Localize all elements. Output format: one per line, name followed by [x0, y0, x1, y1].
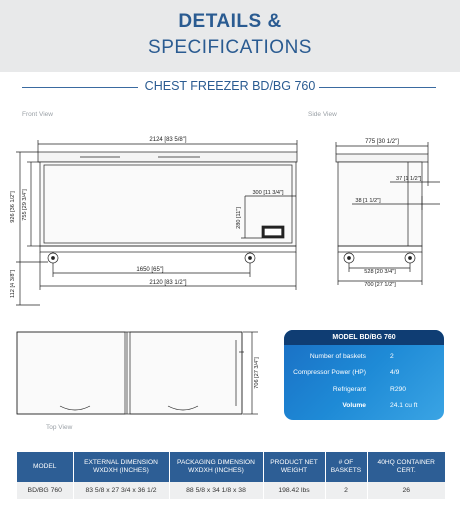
dim-handle-width: 300 [11 3/4"]	[252, 190, 284, 196]
dim-overall-height: 926 [36 1/2"]	[10, 191, 16, 223]
page-title: DETAILS &	[178, 11, 282, 32]
front-view-label: Front View	[22, 111, 53, 118]
dim-caster-width: 528 [20 3/4"]	[364, 269, 396, 275]
col-container-cert: 40HQ CONTAINER CERT.	[367, 452, 445, 482]
dim-base-depth: 700 [27 1/2"]	[364, 282, 396, 288]
dim-base-width: 2120 [83 1/2"]	[149, 280, 187, 286]
dim-handle-height: 280 [11"]	[236, 207, 242, 229]
dim-overall-width: 2124 [83 5/8"]	[149, 137, 187, 143]
dim-leg-height: 112 [4 3/8"]	[10, 269, 16, 299]
cell-external-dimension: 83 5/8 x 27 3/4 x 36 1/2	[73, 482, 169, 499]
spec-row-refrigerant: Refrigerant R290	[332, 386, 406, 393]
dim-lid-offset: 37 [1 1/2"]	[396, 176, 422, 182]
cell-baskets: 2	[325, 482, 367, 499]
cell-net-weight: 198.42 lbs	[263, 482, 325, 499]
dim-inner-width: 1650 [65"]	[136, 267, 164, 273]
dim-body-height: 755 [29 3/4"]	[22, 189, 28, 221]
dim-depth: 775 [30 1/2"]	[365, 139, 399, 145]
page-title-line2: SPECIFICATIONS	[148, 37, 312, 58]
table-row	[17, 482, 445, 499]
col-net-weight: PRODUCT NET WEIGHT	[263, 452, 325, 482]
model-spec-card	[284, 330, 444, 420]
side-view-drawing	[336, 142, 440, 285]
spec-row-baskets: Number of baskets 2	[309, 353, 394, 360]
product-subtitle: CHEST FREEZER BD/BG 760	[0, 79, 460, 93]
model-card-title: MODEL BD/BG 760	[284, 330, 444, 345]
cell-container-cert: 26	[367, 482, 445, 499]
spec-row-compressor: Compressor Power (HP) 4/9	[293, 369, 400, 376]
dim-top-depth: 706 [27 3/4"]	[254, 357, 260, 389]
top-view-drawing	[17, 332, 258, 414]
top-view-label: Top View	[46, 424, 73, 431]
table-header-row	[17, 452, 445, 482]
side-view-label: Side View	[308, 111, 337, 118]
col-baskets: # OF BASKETS	[325, 452, 367, 482]
dim-panel-offset: 38 [1 1/2"]	[355, 198, 381, 204]
specifications-table	[17, 452, 445, 499]
cell-model: BD/BG 760	[17, 482, 73, 499]
cell-packaging-dimension: 88 5/8 x 34 1/8 x 38	[169, 482, 263, 499]
col-model: MODEL	[17, 452, 73, 482]
col-external-dimension: EXTERNAL DIMENSION WXDXH (INCHES)	[73, 452, 169, 482]
spec-row-volume: Volume 24.1 cu ft	[342, 402, 418, 409]
col-packaging-dimension: PACKAGING DIMENSION WXDXH (INCHES)	[169, 452, 263, 482]
